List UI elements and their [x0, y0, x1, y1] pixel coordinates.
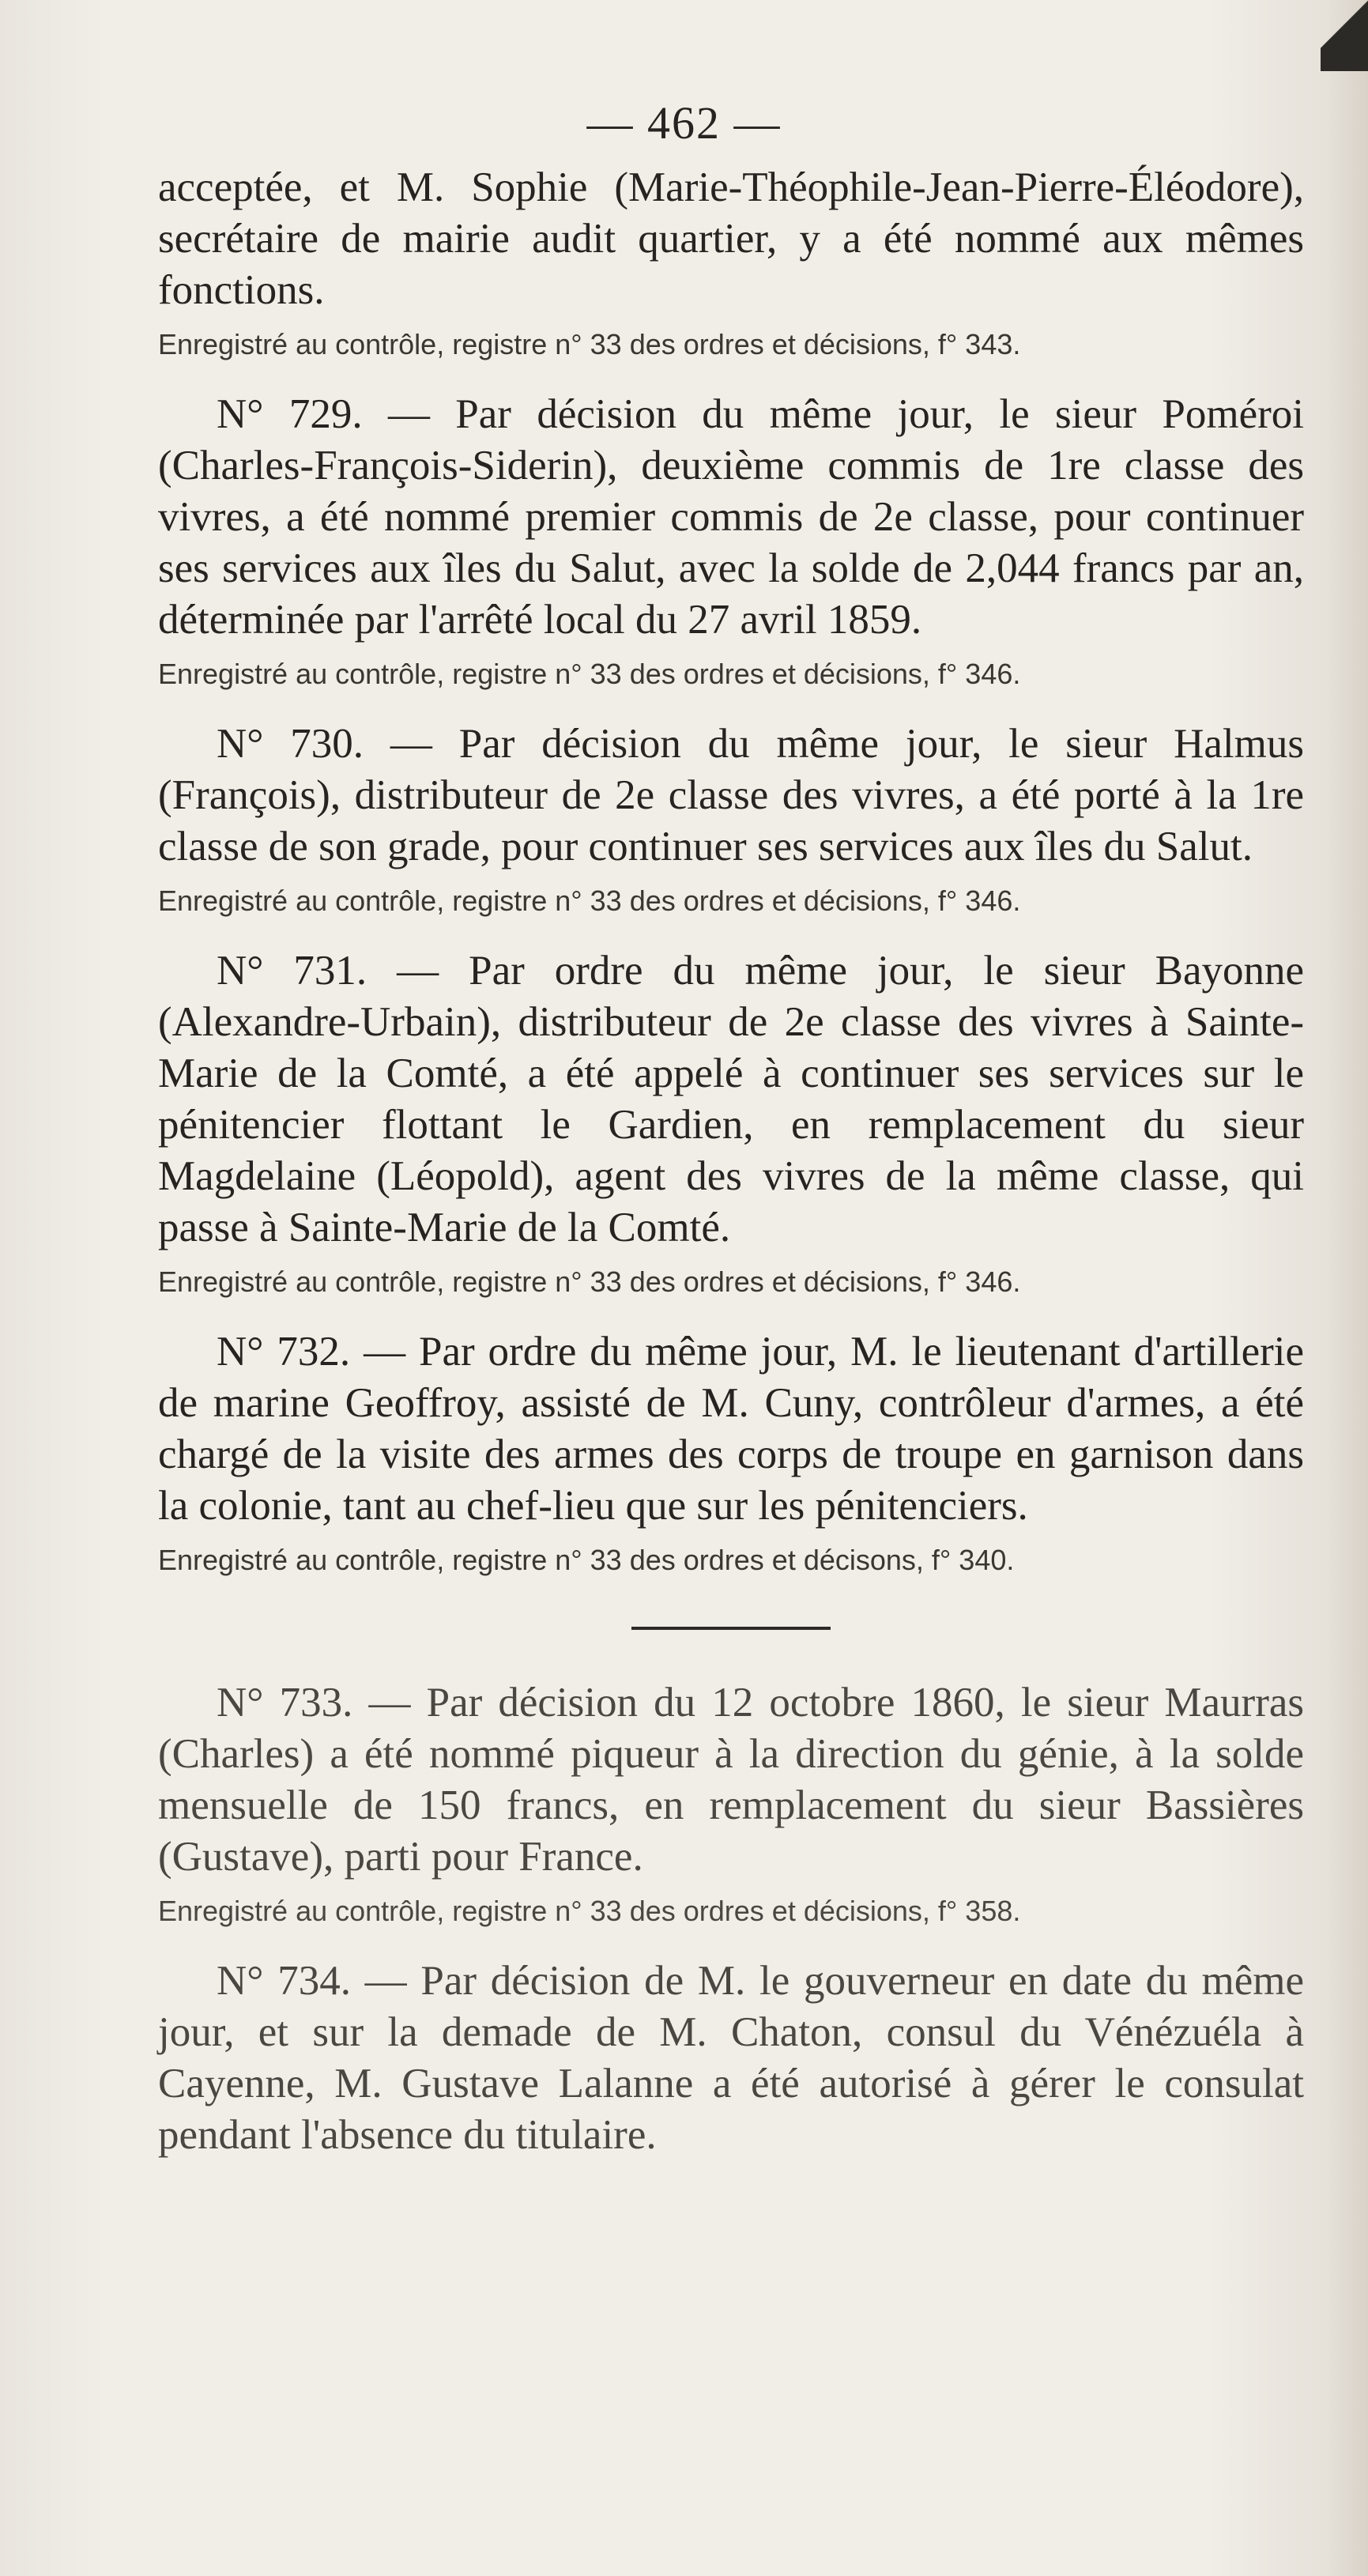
paragraph-732: N° 732. — Par ordre du même jour, M. le lieutenant d'artillerie de marine Geoffroy, assisté de M. Cuny, contrôleur d'armes, a été chargé de la visite des armes des corps de troupe en garnison dans la colonie, tant au chef-lieu que sur les pénitenciers. [158, 1329, 1304, 1529]
registration-note: Enregistré au contrôle, registre n° 33 des ordres et décisons, f° 340. [158, 1544, 1015, 1576]
paragraph-731: N° 731. — Par ordre du même jour, le sieur Bayonne (Alexandre-Urbain), distributeur de 2e classe des vivres à Sainte-Marie de la Comté, a été appelé à continuer ses services sur le pénitencier flottant le Gardien, en remplacement du sieur Magdelaine (Léopold), agent des vivres de la même classe, qui passe à Sainte-Marie de la Comté. [158, 948, 1304, 1250]
registration-note: Enregistré au contrôle, registre n° 33 des ordres et décisions, f° 346. [158, 658, 1021, 690]
section-divider [631, 1627, 831, 1630]
paragraph-734: N° 734. — Par décision de M. le gouverneur en date du même jour, et sur la demade de M. Chaton, consul du Vénézuéla à Cayenne, M. Gustave Lalanne a été autorisé à gérer le consulat pendant l'absence du titulaire. [158, 1958, 1304, 2158]
paragraph-730: N° 730. — Par décision du même jour, le sieur Halmus (François), distributeur de 2e classe des vivres, a été porté à la 1re classe de son grade, pour continuer ses services aux îles du Salut. [158, 721, 1304, 869]
page-content [158, 162, 1304, 2161]
paragraph-733: N° 733. — Par décision du 12 octobre 1860, le sieur Maurras (Charles) a été nommé piqueur à la direction du génie, à la solde mensuelle de 150 francs, en remplacement du sieur Bassières (Gustave), parti pour France. [158, 1680, 1304, 1880]
page-number: — 462 — [586, 97, 782, 149]
paragraph-729: N° 729. — Par décision du même jour, le sieur Poméroi (Charles-François-Siderin), deuxième commis de 1re classe des vivres, a été nommé premier commis de 2e classe, pour continuer ses services aux îles du Salut, avec la solde de 2,044 francs par an, déterminée par l'arrêté local du 27 avril 1859. [158, 391, 1304, 643]
registration-note: Enregistré au contrôle, registre n° 33 des ordres et décisions, f° 358. [158, 1895, 1021, 1927]
page-corner-shadow [1321, 0, 1368, 71]
paragraph-continuation: acceptée, et M. Sophie (Marie-Théophile-Jean-Pierre-Éléodore), secrétaire de mairie audit quartier, y a été nommé aux mêmes fonctions. [158, 164, 1304, 313]
registration-note: Enregistré au contrôle, registre n° 33 des ordres et décisions, f° 346. [158, 1265, 1021, 1298]
registration-note: Enregistré au contrôle, registre n° 33 des ordres et décisions, f° 343. [158, 328, 1021, 360]
registration-note: Enregistré au contrôle, registre n° 33 des ordres et décisions, f° 346. [158, 884, 1021, 917]
